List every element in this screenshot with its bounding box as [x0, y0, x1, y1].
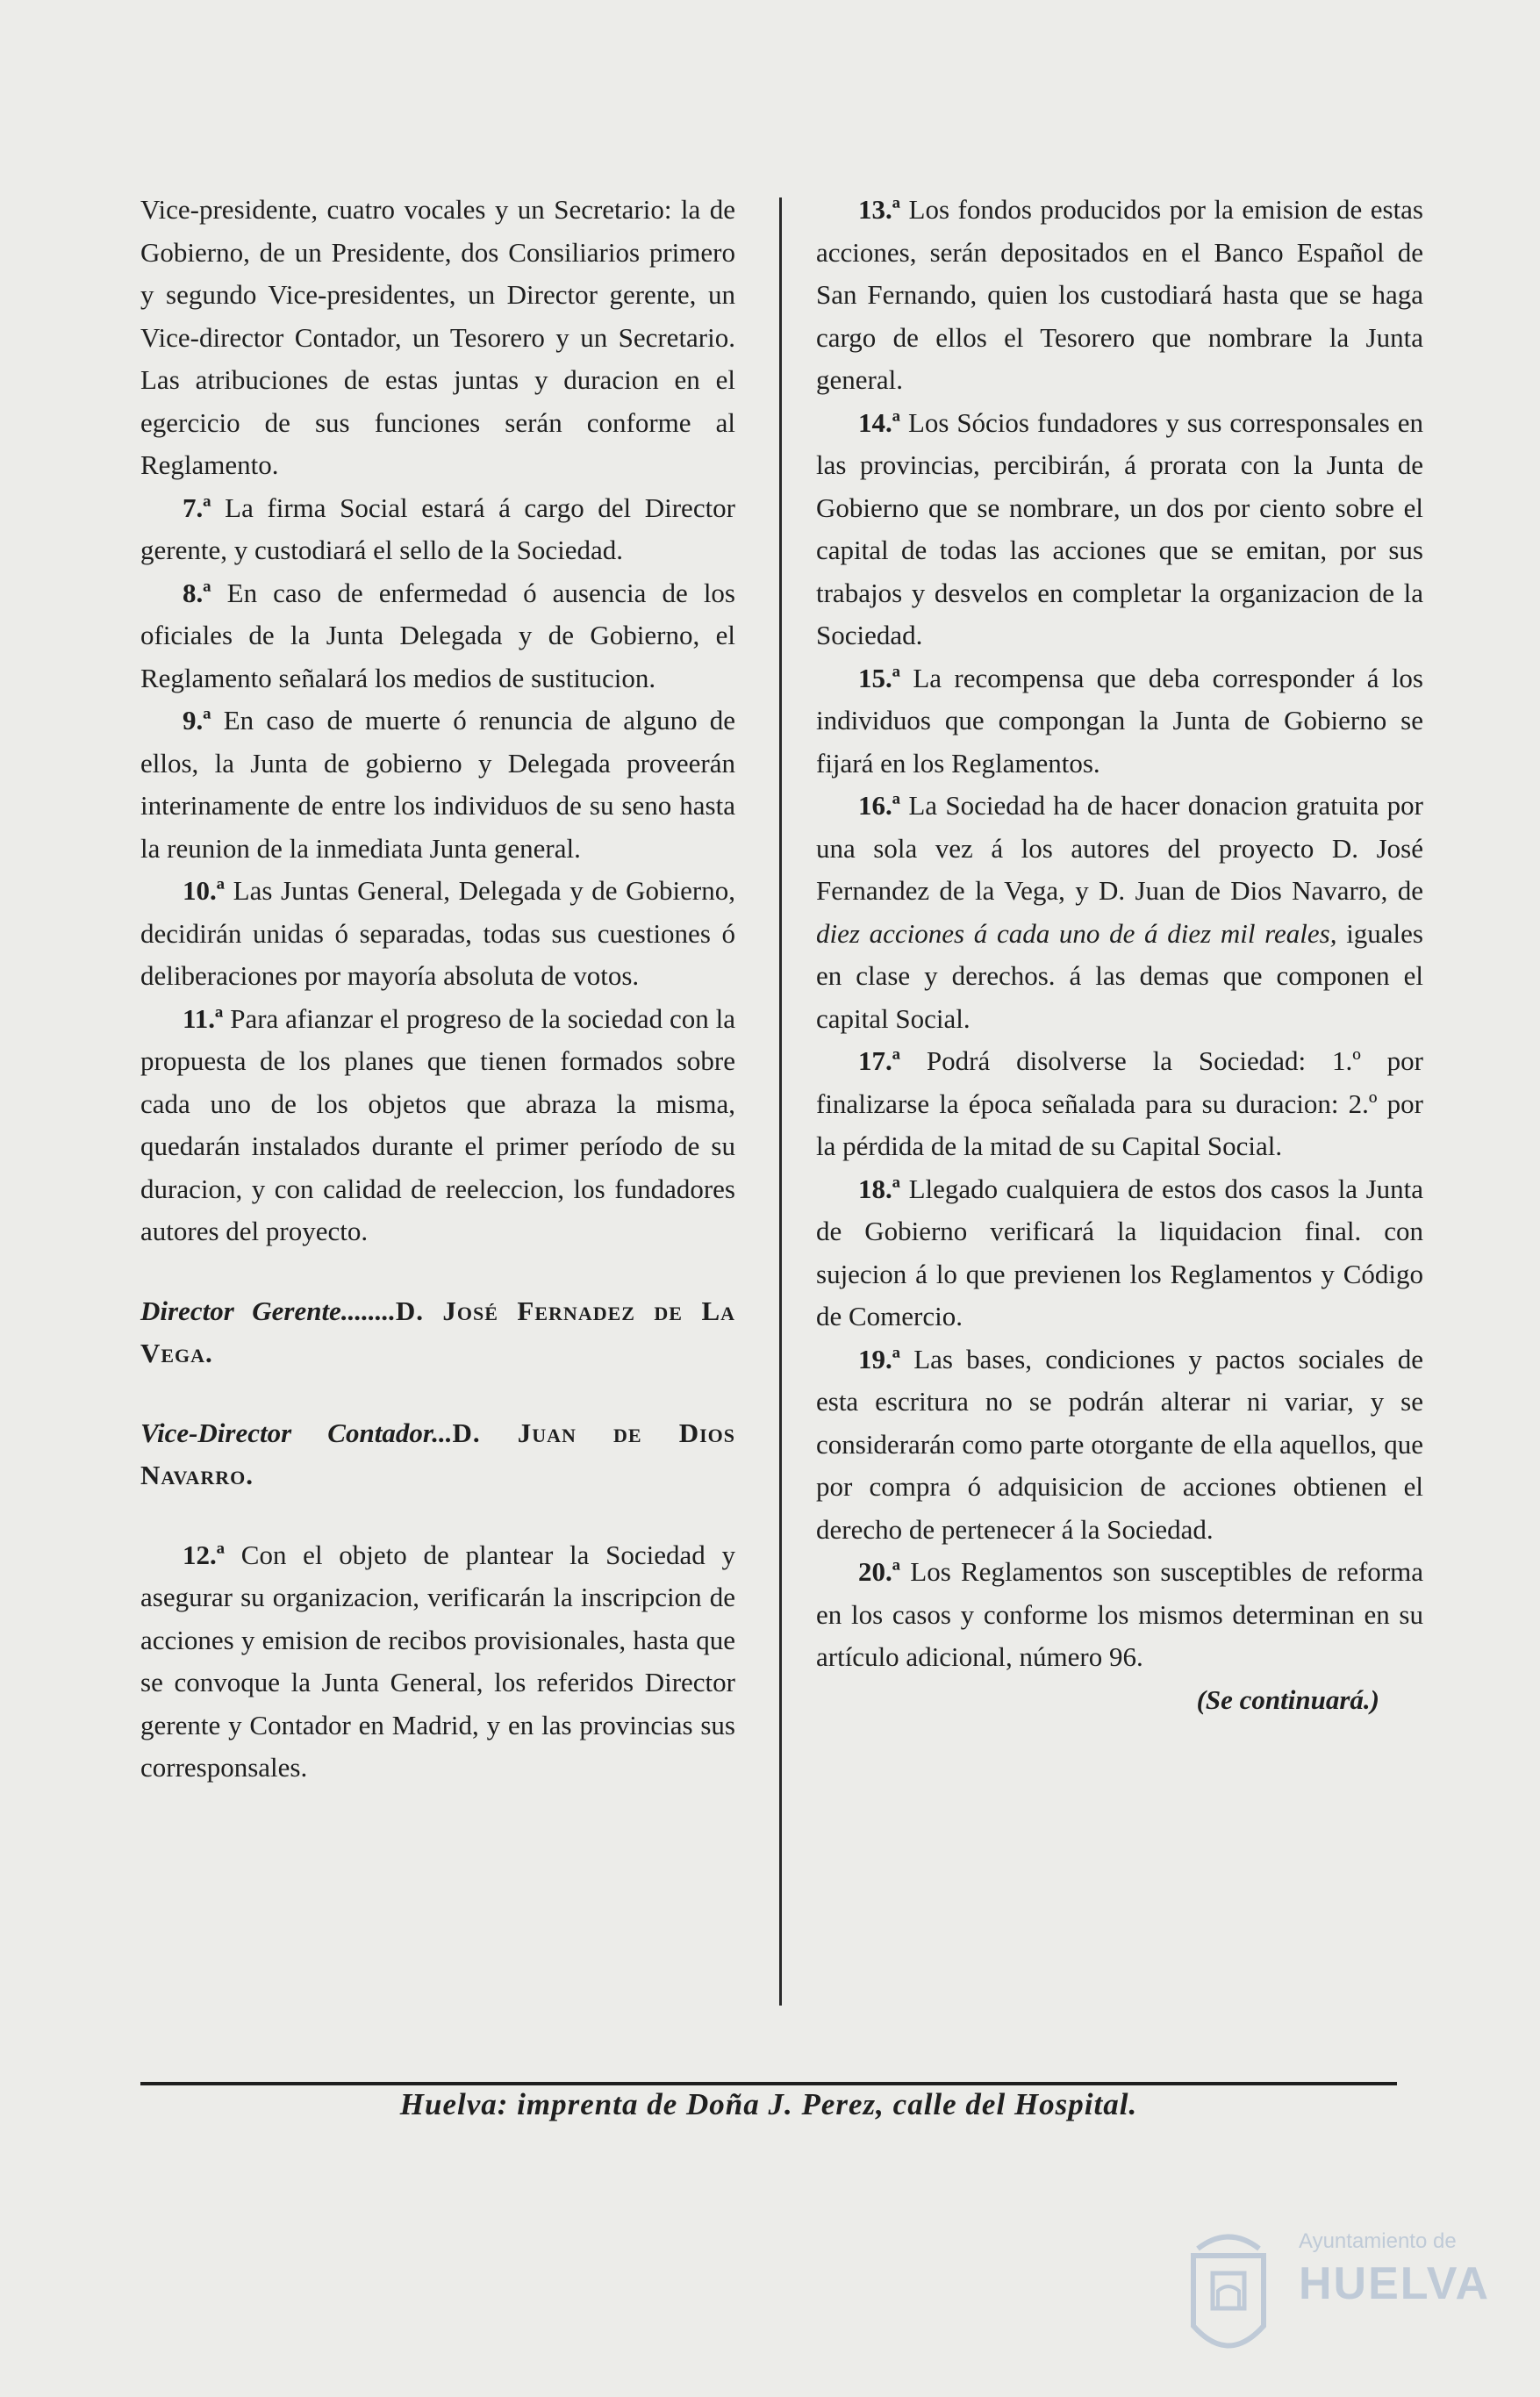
watermark-line-2: HUELVA [1299, 2258, 1491, 2309]
article-18 [816, 1168, 1423, 1338]
article-text: La firma Social estará á cargo del Director gerente, y custodiará el sello de la Sociedad. [140, 492, 736, 565]
article-text: Los fondos producidos por la emision de estas acciones, serán depositados en el Banco Español de San Fernando, quien los custodiará hasta que se haga cargo de ellos el Tesorero que nombrare la Junta general. [816, 194, 1424, 395]
article-text: Las Juntas General, Delegada y de Gobierno, decidirán unidas ó separadas, todas sus cuestiones ó deliberaciones por mayoría absoluta de votos. [140, 875, 735, 991]
article-9 [140, 700, 735, 870]
article-8 [140, 572, 735, 700]
article-number: 15.ª [858, 662, 901, 693]
article-number: 17.ª [858, 1045, 901, 1076]
article-text: Llegado cualquiera de estos dos casos la Junta de Gobierno verificará la liquidacion final. con sujecion á lo que previenen los Reglamentos y Código de Comercio. [816, 1173, 1424, 1331]
article-number: 13.ª [858, 194, 901, 225]
signature-role: Director Gerente........ [140, 1295, 396, 1326]
article-number: 14.ª [858, 406, 901, 438]
signature-role: Vice-Director Contador... [140, 1417, 453, 1448]
article-17 [816, 1040, 1423, 1168]
continued-note: (Se continuará.) [1196, 1683, 1379, 1715]
printer-imprint: Huelva: imprenta de Doña J. Perez, calle del Hospital. [399, 2087, 1138, 2121]
article-20 [816, 1551, 1423, 1679]
watermark-logo [1176, 2221, 1509, 2379]
article-text: iguales en clase y derechos. á las demas que componen el capital Social. [816, 917, 1423, 1034]
column-divider [779, 197, 782, 2006]
article-text: Las bases, condiciones y pactos sociales de esta escritura no se podrán alterar ni variar, y se considerarán como parte otorgante de ella aquellos, que por compra ó adquisicion de acciones obtienen el derecho de pertenecer á la Sociedad. [816, 1343, 1424, 1545]
article-text: La Sociedad ha de hacer donacion gratuita por una sola vez á los autores del proyecto D. José Fernandez de la Vega, y D. Juan de Dios Navarro, de [816, 790, 1423, 906]
article-14 [816, 402, 1423, 657]
article-number: 12.ª [183, 1539, 226, 1570]
article-text: Los Reglamentos son susceptibles de reforma en los casos y conforme los mismos determinan en su artículo adicional, número 96. [816, 1556, 1424, 1672]
article-number: 8.ª [183, 577, 211, 608]
article-number: 7.ª [183, 492, 211, 523]
article-number: 9.ª [183, 705, 211, 736]
article-text: En caso de enfermedad ó ausencia de los oficiales de la Junta Delegada y de Gobierno, el Reglamento señalará los medios de sustitucion. [140, 577, 735, 693]
left-column [140, 189, 735, 1790]
article-number: 18.ª [858, 1173, 901, 1204]
article-number: 16.ª [858, 790, 901, 821]
paragraph-6-continued: Vice-presidente, cuatro vocales y un Secretario: la de Gobierno, de un Presidente, dos Consiliarios primero y segundo Vice-presidentes, un Director gerente, un Vice-director Contador, un Tesorero y un Secretario. Las atribuciones de estas juntas y duracion en el egercicio de sus funciones serán conforme al Reglamento. [140, 194, 735, 480]
article-15 [816, 657, 1423, 786]
article-12 [140, 1534, 735, 1790]
right-column [816, 189, 1423, 1721]
article-19 [816, 1338, 1423, 1552]
article-text: Con el objeto de plantear la Sociedad y asegurar su organizacion, verificarán la inscripcion de acciones y emision de recibos provisionales, hasta que se convoque la Junta General, los referidos Director gerente y Contador en Madrid, y en las provincias sus corresponsales. [140, 1539, 736, 1783]
article-16 [816, 785, 1423, 1040]
article-10 [140, 870, 735, 998]
article-7 [140, 487, 735, 572]
article-13 [816, 189, 1423, 402]
article-number: 20.ª [858, 1556, 901, 1587]
signature-vice-director [140, 1412, 735, 1497]
article-text: En caso de muerte ó renuncia de alguno de ellos, la Junta de gobierno y Delegada proveerán interinamente de entre los individuos de su seno hasta la reunion de la inmediata Junta general. [140, 705, 736, 864]
footer-rule [140, 2082, 1397, 2085]
signature-director [140, 1290, 735, 1375]
signature-name: D. José Fernadez de La Vega. [140, 1295, 736, 1368]
article-text: Podrá disolverse la Sociedad: 1.º por finalizarse la época señalada para su duracion: 2.º por la pérdida de la mitad de su Capital Social. [816, 1045, 1423, 1161]
article-11 [140, 998, 735, 1253]
article-text: La recompensa que deba corresponder á los individuos que compongan la Junta de Gobierno se fijará en los Reglamentos. [816, 662, 1423, 779]
crest-icon [1176, 2221, 1281, 2370]
article-text: Para afianzar el progreso de la sociedad con la propuesta de los planes que tienen formados sobre cada uno de los objetos que abraza la misma, quedarán instalados durante el primer período de su duracion, y con calidad de reeleccion, los fundadores autores del proyecto. [140, 1002, 735, 1246]
article-text: Los Sócios fundadores y sus corresponsales en las provincias, percibirán, á prorata con la Junta de Gobierno que se nombrare, un dos por ciento sobre el capital de todas las acciones que se emitan, por sus trabajos y desvelos en completar la organizacion de la Sociedad. [816, 406, 1424, 650]
signature-name: D. Juan de Dios Navarro. [140, 1417, 735, 1490]
article-text-italic: diez acciones á cada uno de á diez mil reales, [816, 917, 1337, 949]
article-number: 19.ª [858, 1343, 901, 1374]
watermark-line-1: Ayuntamiento de [1299, 2229, 1457, 2253]
article-number: 10.ª [183, 875, 226, 906]
article-number: 11.ª [183, 1002, 224, 1034]
